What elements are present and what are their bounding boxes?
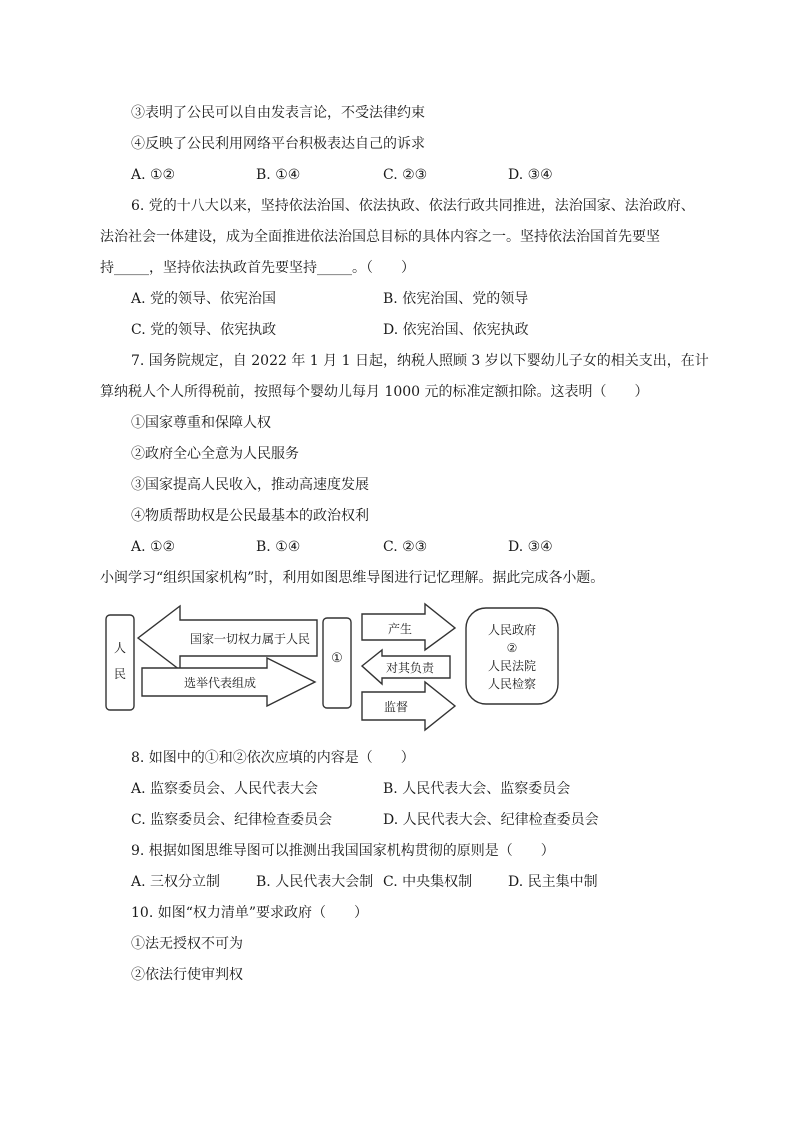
q5-option-d: D. ③④ [508, 167, 553, 183]
q7-option-a: A. ①② [131, 539, 176, 555]
box-1-label: ① [331, 651, 343, 666]
q10-item-2: ②依法行使审判权 [131, 967, 243, 983]
q6-option-c: C. 党的领导、依宪执政 [131, 322, 277, 338]
arrow-produce-label: 产生 [387, 622, 413, 636]
arrow-responsible-label: 对其负责 [385, 661, 435, 675]
q8-option-c: C. 监察委员会、纪律检查委员会 [131, 812, 333, 828]
arrow-supervise [362, 682, 455, 730]
q6-stem-line-3: 持_____，坚持依法执政首先要坚持_____。（ ） [100, 260, 415, 276]
right-line-3: 人民法院 [487, 659, 537, 673]
q5-option-b: B. ①④ [256, 167, 301, 183]
q9-stem: 9. 根据如图思维导图可以推测出我国国家机构贯彻的原则是（ ） [131, 843, 555, 859]
q6-stem-line-2: 法治社会一体建设，成为全面推进依法治国总目标的具体内容之一。坚持依法治国首先要坚 [100, 229, 660, 245]
people-label-char-1: 人 [113, 641, 127, 655]
q5-item-4: ④反映了公民利用网络平台积极表达自己的诉求 [131, 136, 425, 152]
arrow-bottom-label: 选举代表组成 [183, 676, 257, 690]
right-line-2: ② [506, 641, 518, 655]
q9-option-d: D. 民主集中制 [508, 874, 598, 890]
people-box [106, 615, 134, 710]
q5-option-c: C. ②③ [383, 167, 428, 183]
q10-item-1: ①法无授权不可为 [131, 936, 243, 952]
q6-option-d: D. 依宪治国、依宪执政 [383, 322, 529, 338]
q7-item-4: ④物质帮助权是公民最基本的政治权利 [131, 508, 369, 524]
q8-option-a: A. 监察委员会、人民代表大会 [131, 781, 319, 797]
q9-option-b: B. 人民代表大会制 [256, 874, 374, 890]
arrow-supervise-label: 监督 [383, 700, 409, 714]
q5-option-a: A. ①② [131, 167, 176, 183]
q6-option-b: B. 依宪治国、党的领导 [383, 291, 529, 307]
q8-option-b: B. 人民代表大会、监察委员会 [383, 781, 571, 797]
q7-option-b: B. ①④ [256, 539, 301, 555]
q6-option-a: A. 党的领导、依宪治国 [131, 291, 277, 307]
q7-option-c: C. ②③ [383, 539, 428, 555]
q5-item-3: ③表明了公民可以自由发表言论，不受法律约束 [131, 105, 425, 121]
q7-stem-line-1: 7. 国务院规定，自 2022 年 1 月 1 日起，纳税人照顾 3 岁以下婴幼儿子女的相关支出，在计 [131, 353, 709, 369]
q7-stem-line-2: 算纳税人个人所得税前，按照每个婴幼儿每月 1000 元的标准定额扣除。这表明（ ） [100, 384, 649, 400]
q10-stem: 10. 如图“权力清单”要求政府（ ） [131, 905, 369, 921]
q7-item-2: ②政府全心全意为人民服务 [131, 446, 299, 462]
q8-stem: 8. 如图中的①和②依次应填的内容是（ ） [131, 750, 415, 766]
mind-map-diagram [100, 600, 600, 735]
q8-option-d: D. 人民代表大会、纪律检查委员会 [383, 812, 599, 828]
people-label-char-2: 民 [113, 667, 127, 681]
right-line-1: 人民政府 [487, 623, 537, 637]
right-line-4: 人民检察 [487, 677, 537, 691]
q6-stem-line-1: 6. 党的十八大以来，坚持依法治国、依法执政、依法行政共同推进，法治国家、法治政府、 [131, 198, 695, 214]
q9-option-c: C. 中央集权制 [383, 874, 473, 890]
q7-item-3: ③国家提高人民收入，推动高速度发展 [131, 477, 369, 493]
arrow-top-label: 国家一切权力属于人民 [189, 632, 311, 646]
q7-item-1: ①国家尊重和保障人权 [131, 415, 271, 431]
q9-option-a: A. 三权分立制 [131, 874, 221, 890]
section-intro: 小闽学习“组织国家机构”时，利用如图思维导图进行记忆理解。据此完成各小题。 [100, 570, 605, 586]
q7-option-d: D. ③④ [508, 539, 553, 555]
